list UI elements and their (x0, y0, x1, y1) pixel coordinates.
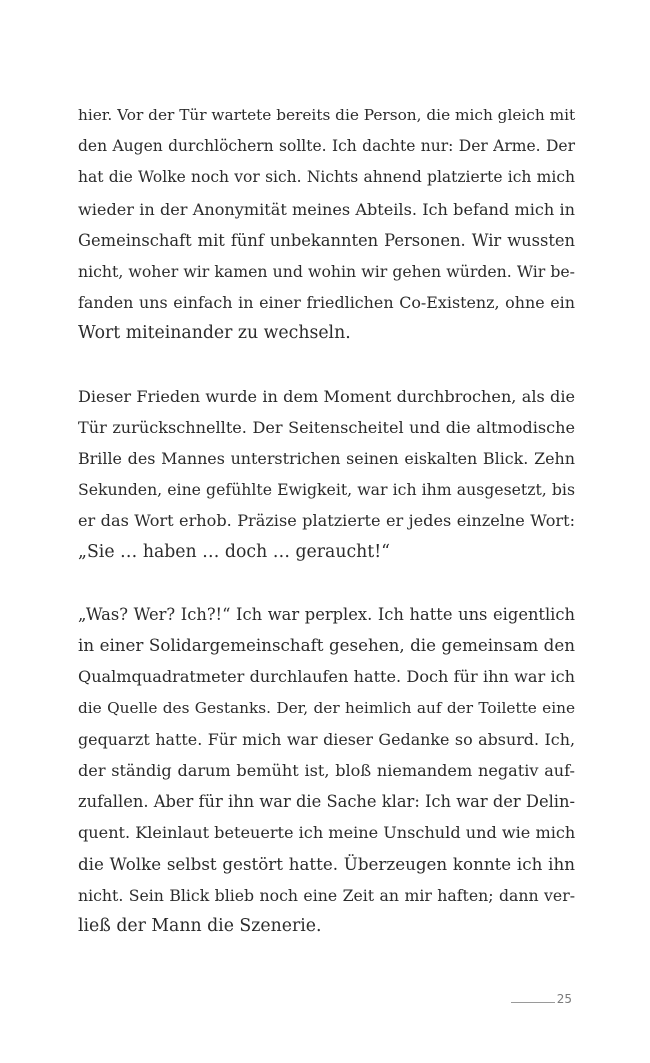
text-line: den Augen durchlöchern sollte. Ich dachte nur: Der Arme. Der (78, 137, 575, 156)
text-line: der ständig darum bemüht ist, bloß niemandem negativ auf- (78, 760, 575, 780)
paragraph-gap (78, 350, 575, 381)
text-line: nicht, woher wir kamen und wohin wir gehen würden. Wir be- (78, 261, 575, 281)
text-line: zufallen. Aber für ihn war die Sache klar: Ich war der Delin- (78, 792, 575, 812)
text-line: quent. Kleinlaut beteuerte ich meine Unschuld und wie mich (78, 823, 576, 843)
text-line: Qualmquadratmeter durchlaufen hatte. Doch für ihn war ich (78, 667, 575, 687)
text-line: nicht. Sein Blick blieb noch eine Zeit an mir haften; dann ver- (78, 885, 575, 905)
text-line: gequarzt hatte. Für mich war dieser Gedanke so absurd. Ich, (78, 729, 575, 749)
text-line: Sekunden, eine gefühlte Ewigkeit, war ich ihm ausgesetzt, bis (78, 480, 575, 500)
text-line: Brille des Mannes unterstrichen seinen eiskalten Blick. Zehn (78, 449, 575, 469)
text-line: hat die Wolke noch vor sich. Nichts ahnend platzierte ich mich (78, 168, 575, 187)
paragraph-2 (78, 381, 575, 568)
paragraph-1 (78, 100, 575, 350)
text-line: „Sie … haben … doch … geraucht!“ (78, 541, 390, 562)
paragraph-gap (78, 568, 575, 599)
page-number: 25 (556, 992, 572, 1006)
text-line: hier. Vor der Tür wartete bereits die Person, die mich gleich mit (78, 106, 576, 124)
text-line: Wort miteinander zu wechseln. (78, 323, 351, 344)
text-line: ließ der Mann die Szenerie. (78, 915, 322, 936)
text-line: Gemeinschaft mit fünf unbekannten Personen. Wir wussten (78, 230, 575, 250)
text-line: Dieser Frieden wurde in dem Moment durchbrochen, als die (78, 386, 575, 406)
book-page-text (78, 100, 575, 942)
text-line: er das Wort erhob. Präzise platzierte er jedes einzelne Wort: (78, 511, 575, 531)
text-line: „Was? Wer? Ich?!“ Ich war perplex. Ich hatte uns eigentlich (78, 605, 575, 624)
page-footer (511, 992, 572, 1006)
text-line: in einer Solidargemeinschaft gesehen, die gemeinsam den (78, 635, 575, 656)
text-line: fanden uns einfach in einer friedlichen Co-Existenz, ohne ein (78, 293, 575, 313)
text-line: wieder in der Anonymität meines Abteils. Ich befand mich in (78, 199, 575, 219)
text-line: die Wolke selbst gestört hatte. Überzeugen konnte ich ihn (78, 853, 575, 874)
footer-rule (511, 1002, 555, 1003)
text-line: die Quelle des Gestanks. Der, der heimlich auf der Toilette eine (78, 698, 575, 717)
paragraph-3 (78, 599, 575, 942)
text-line: Tür zurückschnellte. Der Seitenscheitel und die altmodische (78, 417, 575, 437)
